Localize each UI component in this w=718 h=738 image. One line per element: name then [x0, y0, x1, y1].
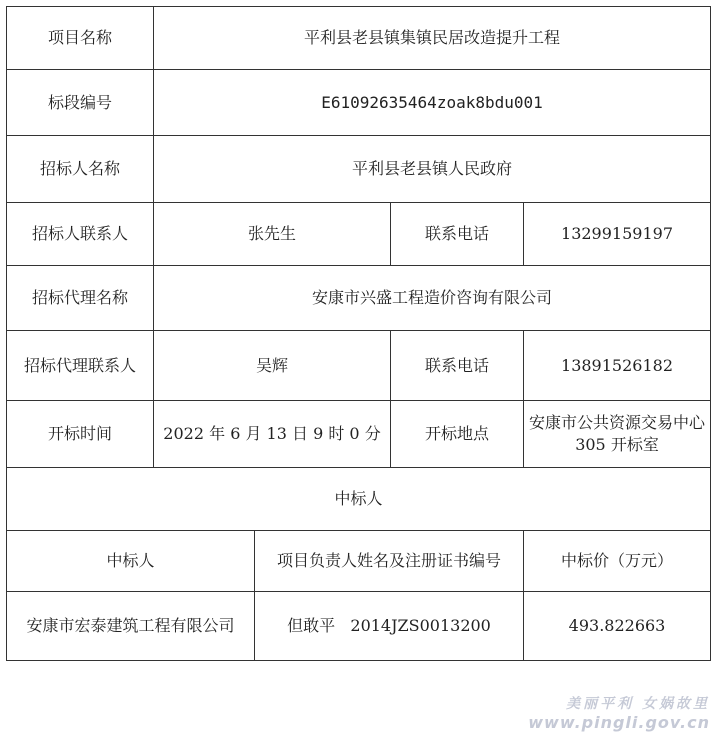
row-tenderer-contact: [7, 203, 711, 266]
tenderer-contact-value: 张先生: [154, 203, 391, 266]
section-code-value: E61092635464zoak8bdu001: [154, 70, 711, 136]
watermark-slogan: 美丽平利 女娲故里: [566, 696, 710, 712]
row-tenderer: [7, 136, 711, 203]
tenderer-phone-value: 13299159197: [524, 203, 711, 266]
watermark-url: www.pingli.gov.cn: [528, 713, 710, 732]
project-name-label: 项目名称: [7, 7, 154, 70]
opening-time-label: 开标时间: [7, 401, 154, 468]
opening-time-value: 2022 年 6 月 13 日 9 时 0 分: [154, 401, 391, 468]
agent-contact-value: 吴辉: [154, 331, 391, 401]
site-watermark: [528, 693, 710, 732]
row-agent-contact: [7, 331, 711, 401]
winner-name: 安康市宏泰建筑工程有限公司: [7, 592, 255, 661]
row-winner: [7, 592, 711, 661]
row-opening: [7, 401, 711, 468]
row-winner-columns: [7, 531, 711, 592]
tenderer-contact-label: 招标人联系人: [7, 203, 154, 266]
row-winner-heading: [7, 468, 711, 531]
agent-phone-label: 联系电话: [391, 331, 524, 401]
row-section-code: [7, 70, 711, 136]
bid-result-table: [6, 6, 711, 661]
section-code-label: 标段编号: [7, 70, 154, 136]
col-header-winner: 中标人: [7, 531, 255, 592]
agent-phone-value: 13891526182: [524, 331, 711, 401]
row-project-name: [7, 7, 711, 70]
col-header-price: 中标价（万元）: [524, 531, 711, 592]
agent-label: 招标代理名称: [7, 266, 154, 331]
tenderer-label: 招标人名称: [7, 136, 154, 203]
opening-place-label: 开标地点: [391, 401, 524, 468]
winner-manager: 但敢平 2014JZS0013200: [255, 592, 524, 661]
row-agent: [7, 266, 711, 331]
project-name-value: 平利县老县镇集镇民居改造提升工程: [154, 7, 711, 70]
winner-heading: 中标人: [7, 468, 711, 531]
agent-contact-label: 招标代理联系人: [7, 331, 154, 401]
winner-price: 493.822663: [524, 592, 711, 661]
tenderer-value: 平利县老县镇人民政府: [154, 136, 711, 203]
agent-value: 安康市兴盛工程造价咨询有限公司: [154, 266, 711, 331]
tenderer-phone-label: 联系电话: [391, 203, 524, 266]
opening-place-value: 安康市公共资源交易中心 305 开标室: [524, 401, 711, 468]
col-header-manager: 项目负责人姓名及注册证书编号: [255, 531, 524, 592]
